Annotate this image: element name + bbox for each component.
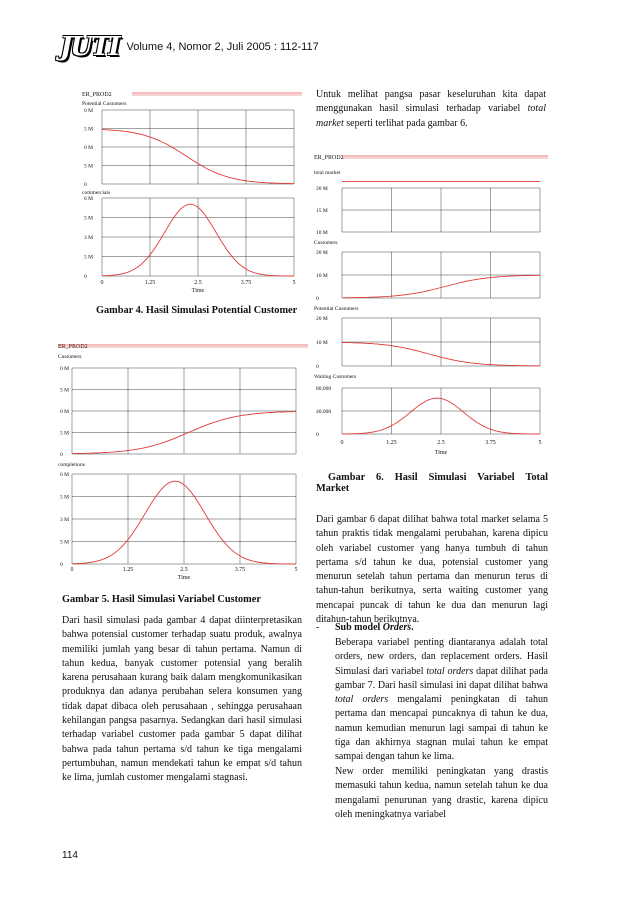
x-tick-label: 1.25: [144, 280, 156, 286]
y-tick-label: 5 M: [60, 539, 70, 546]
x-tick-label: 5: [538, 440, 542, 446]
y-tick-label: 5 M: [84, 254, 94, 261]
x-tick-label: 0: [100, 280, 104, 286]
x-axis-label: Time: [191, 288, 205, 294]
y-tick-label: 5 M: [60, 430, 70, 437]
figure-6-caption: [316, 472, 548, 494]
y-tick-label: 0 M: [84, 145, 94, 151]
y-tick-label: 5 M: [60, 494, 70, 501]
journal-logo: JUTI: [60, 32, 119, 62]
x-tick-label: 5: [292, 280, 296, 286]
x-tick-label: 2.5: [194, 280, 202, 286]
subhead-text-a: Sub model: [335, 622, 383, 633]
y-tick-label: 5 M: [84, 215, 94, 222]
y-tick-label: 3 M: [84, 235, 94, 241]
submodel-paragraph-1: [335, 636, 548, 765]
sub-p1-b: dapat dilihat pada gambar 7. Dari hasil simulasi ini dapat dilihat bahwa: [335, 665, 548, 691]
y-tick-label: 0 M: [84, 108, 94, 114]
x-tick-label: 3.75: [234, 567, 246, 573]
y-tick-label: 5 M: [60, 387, 70, 394]
intro-text-a: Untuk melihat pangsa pasar keseluruhan kita dapat menggunakan hasil simulasi terhadap variabel: [316, 89, 546, 115]
x-tick-label: 0: [340, 440, 344, 446]
panel-label: Potential Customers: [82, 101, 127, 107]
sub-p1-em1: total orders: [426, 665, 474, 677]
figure-4-chart: [62, 88, 312, 298]
y-tick-label: 3 M: [60, 517, 70, 523]
y-tick-label: 15 M: [316, 208, 328, 214]
figure-6-chart: [312, 150, 552, 462]
y-tick-label: 20 M: [316, 316, 328, 322]
figure-6-caption-line2: Market: [316, 483, 350, 494]
y-tick-label: 0: [60, 452, 63, 458]
y-tick-label: 10 M: [316, 340, 328, 346]
panel-label: Customers: [314, 240, 338, 246]
figure-5-caption: Gambar 5. Hasil Simulasi Variabel Customer: [62, 594, 261, 605]
chart-title: ER_PROD2: [314, 155, 344, 161]
bullet-dash: -: [316, 622, 320, 633]
right-intro-paragraph: [316, 88, 546, 131]
y-tick-label: 0 M: [60, 409, 70, 415]
y-tick-label: 0: [84, 274, 87, 280]
y-tick-label: 0: [84, 182, 87, 188]
y-tick-label: 0: [60, 562, 63, 568]
y-tick-label: 10 M: [316, 230, 328, 236]
volume-info: Volume 4, Nomor 2, Juli 2005 : 112-117: [126, 41, 319, 53]
sub-p1-c: mengalami peningkatan di tahun pertama dan mencapai puncaknya di tahun ke dua, namun kemudian menurun lagi sampai di tahun ke tiga dan akhirnya stagnan mulai tahun ke empat sampai dengan tahun ke lima.: [335, 694, 548, 763]
x-axis-label: Time: [434, 450, 448, 456]
chart-svg: [58, 340, 312, 585]
y-tick-label: 80,000: [316, 386, 332, 392]
submodel-heading: [335, 622, 414, 633]
y-tick-label: 0 M: [60, 366, 70, 372]
y-tick-label: 0: [316, 296, 319, 302]
x-tick-label: 2.5: [180, 567, 188, 573]
chart-title: ER_PROD2: [58, 344, 88, 350]
x-tick-label: 5: [294, 567, 298, 573]
x-tick-label: 1.25: [122, 567, 134, 573]
y-tick-label: 6 M: [60, 472, 70, 478]
intro-text-b: seperti terlihat pada gambar 6.: [343, 117, 468, 129]
submodel-paragraph-2: New order memiliki peningkatan yang drastis memasuki tahun kedua, namun setelah tahun ke dua mengalami penurunan yang drastic, karena dipicu oleh meningkatnya variabel: [335, 766, 548, 820]
page-number: 114: [62, 850, 78, 861]
x-tick-label: 0: [70, 567, 74, 573]
panel-label: commercials: [82, 190, 111, 196]
subhead-emphasis: Orders: [382, 622, 412, 633]
page-header: [60, 32, 319, 62]
chart-title: ER_PROD2: [82, 92, 112, 98]
y-tick-label: 40,000: [316, 409, 332, 415]
x-tick-label: 1.25: [386, 440, 397, 446]
y-tick-label: 0: [316, 364, 319, 370]
y-tick-label: 5 M: [84, 163, 94, 170]
figure-4-caption: Gambar 4. Hasil Simulasi Potential Customer: [96, 305, 298, 316]
x-tick-label: 3.75: [485, 440, 496, 446]
panel-label: Potential Customers: [314, 306, 359, 312]
right-paragraph-2: Dari gambar 6 dapat dilihat bahwa total market selama 5 tahun praktis tidak mengalami perubahan, karena dipicu oleh variabel customer yang hanya tumbuh di tahun pertama s/d tahun ke dua, potensial customer yang menurun setelah tahun pertama dan menurun terus di tahun-tahun berikutnya, serta waiting customer yang mencapai puncak di tahun ke dua dan menurun lagi ditahun-tahun berikutnya.: [316, 514, 548, 626]
y-tick-label: 20 M: [316, 250, 328, 256]
left-paragraph: Dari hasil simulasi pada gambar 4 dapat diinterpretasikan bahwa potensial customer terhadap suatu produk, awalnya memiliki jumlah yang besar di tahun pertama. Namun di tahun kedua, banyak customer potensial yang beralih karena perusahaan kurang baik dalam mengkomunikasikan produknya dan adanya perubahan selera konsumen yang tidak dapat dibaca oleh perusahaan , sehingga perusahaan kehilangan pangsa pasarnya. Sedangkan dari hasil simulasi terhadap variabel customer pada gambar 5 dapat dilihat bahwa pada tahun pertama s/d tahun ke tiga mengalami pertumbuhan, namun mendekati tahun ke empat s/d tahun ke lima, jumlah customer mengalami stagnasi.: [62, 615, 302, 784]
y-tick-label: 20 M: [316, 186, 328, 192]
chart-svg: [62, 88, 312, 298]
figure-6-caption-line1: Gambar 6. Hasil Simulasi Variabel Total: [328, 472, 548, 483]
sub-p1-a: Beberapa variabel penting diantaranya adalah total orders, new orders, dan replacement orders. Hasil Simulasi dari variabel: [335, 637, 548, 677]
subhead-text-b: .: [411, 622, 414, 633]
panel-label: total market: [314, 170, 341, 176]
figure-5-chart: [58, 340, 312, 585]
panel-label: Customers: [58, 354, 82, 360]
panel-label: Waiting Customers: [314, 374, 357, 380]
x-tick-label: 3.75: [240, 280, 252, 286]
y-tick-label: 5 M: [84, 126, 94, 133]
x-axis-label: Time: [177, 575, 191, 581]
panel-label: completions: [58, 462, 85, 468]
y-tick-label: 6 M: [84, 196, 94, 202]
chart-svg: [312, 150, 552, 462]
sub-p1-em2: total orders: [335, 694, 389, 706]
intro-emphasis: total market: [316, 103, 546, 129]
x-tick-label: 2.5: [437, 440, 445, 446]
y-tick-label: 0: [316, 432, 319, 438]
y-tick-label: 10 M: [316, 273, 328, 279]
